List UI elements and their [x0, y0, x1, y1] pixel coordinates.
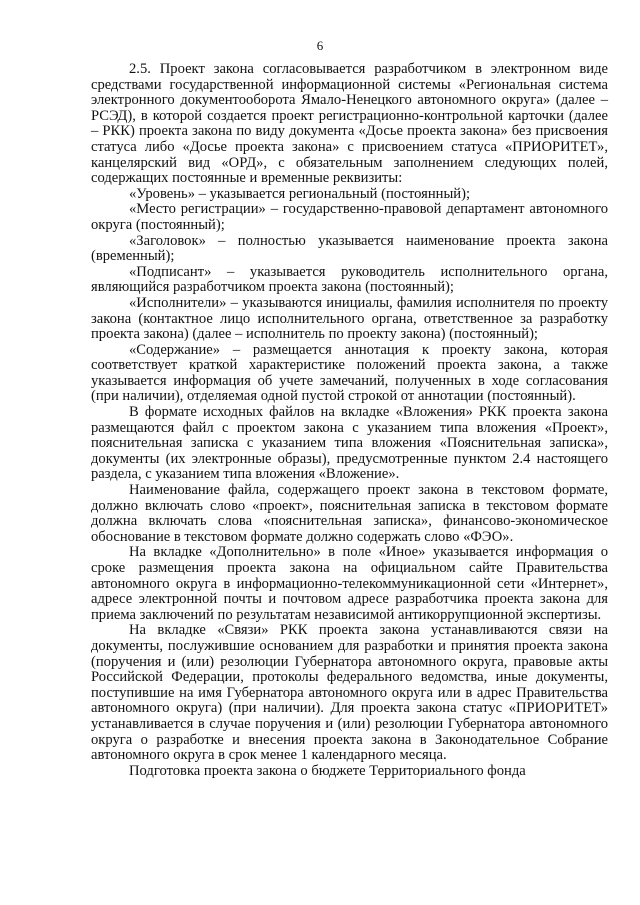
- paragraph-field-title: «Заголовок» – полностью указывается наименование проекта закона (временный);: [91, 232, 608, 265]
- paragraph-field-executors: «Исполнители» – указываются инициалы, фамилия исполнителя по проекту закона (контактное лицо исполнительного органа, ответственное за разработку проекта закона) (далее – исполнитель по проекту закона) (постоянный);: [91, 294, 608, 343]
- paragraph-field-registration-place: «Место регистрации» – государственно-правовой департамент автономного округа (постоянный);: [91, 201, 608, 233]
- page-number: 6: [316, 38, 324, 53]
- paragraph-file-naming: Наименование файла, содержащего проект закона в текстовом формате, должно включать слово «проект», пояснительная записка в текстовом формате должна включать слова «пояснительная записка», финансово-экономическое обоснование в текстовом формате должно содержать слово «ФЭО».: [91, 482, 608, 545]
- paragraph-links-tab: На вкладке «Связи» РКК проекта закона устанавливаются связи на документы, послужившие основанием для разработки и принятия проекта закона (поручения и (или) резолюции Губернатора автономного округа, правовые акты Российской Федерации, протоколы федерального ведомства, иные документы, поступившие на имя Губернатора автономного округа или в адрес Правительства автономного округа) (при наличии). Для проекта закона статус «ПРИОРИТЕТ» устанавливается в случае поручения и (или) резолюции Губернатора автономного округа о разработке и внесения проекта закона в Законодательное Собрание автономного округа в срок менее 1 календарного месяца.: [91, 622, 608, 764]
- paragraph-field-signatory: «Подписант» – указывается руководитель исполнительного органа, являющийся разработчиком проекта закона (постоянный);: [91, 263, 608, 296]
- paragraph-budget-preparation: Подготовка проекта закона о бюджете Территориального фонда: [129, 762, 526, 779]
- paragraph-additional-tab: На вкладке «Дополнительно» в поле «Иное» указывается информация о сроке размещения проекта закона на официальном сайте Правительства автономного округа в информационно-телекоммуникационной сети «Интернет», адресе электронной почты и почтовом адресе разработчика проекта закона для приема заключений по результатам независимой антикоррупционной экспертизы.: [91, 544, 608, 623]
- paragraph-field-content: «Содержание» – размещается аннотация к проекту закона, которая соответствует краткой характеристике положений проекта закона, а также указывается информация об учете замечаний, полученных в ходе согласования (при наличии), отделяемая одной пустой строкой от аннотации (постоянный).: [91, 341, 608, 405]
- paragraph-field-level: «Уровень» – указывается региональный (постоянный);: [129, 185, 471, 202]
- paragraph-attachments-tab: В формате исходных файлов на вкладке «Вложения» РКК проекта закона размещаются файл с проектом закона с указанием типа вложения «Проект», пояснительная записка с указанием типа вложения «Пояснительная записка», документы (их электронные образы), предусмотренные пунктом 2.4 настоящего раздела, с указанием типа вложения «Вложение».: [91, 404, 608, 483]
- document-body: [91, 62, 608, 779]
- paragraph-section-2-5: 2.5. Проект закона согласовывается разработчиком в электронном виде средствами государственной информационной системы «Региональная система электронного документооборота Ямало-Ненецкого автономного округа» (далее – РСЭД), в которой создается проект регистрационно-контрольной карточки (далее – РКК) проекта закона по виду документа «Досье проекта закона» без присвоения статуса либо «Досье проекта закона» с присвоением статуса «ПРИОРИТЕТ», канцелярский вид «ОРД», с обязательным заполнением следующих полей, содержащих постоянные и временные реквизиты:: [91, 61, 608, 187]
